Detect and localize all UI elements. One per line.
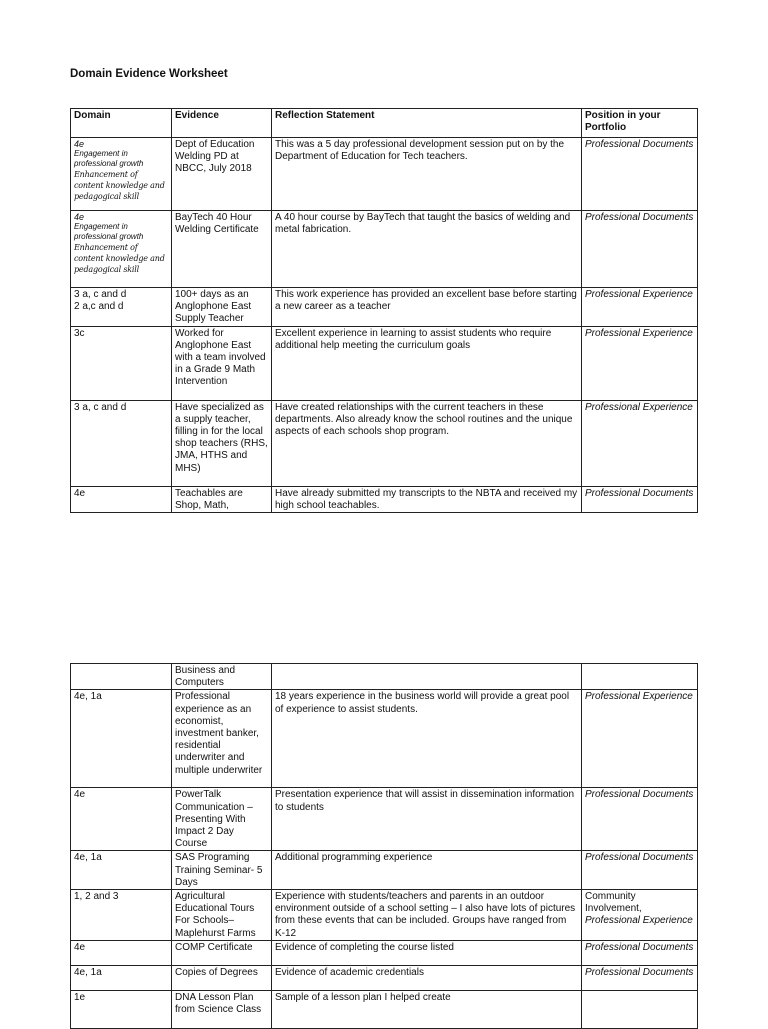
cell-evidence: BayTech 40 Hour Welding Certificate	[172, 211, 272, 288]
cell-reflection	[272, 664, 582, 690]
table-row	[71, 990, 698, 1028]
cell-position: Professional Documents	[582, 851, 698, 890]
table-row	[71, 288, 698, 327]
cell-evidence: COMP Certificate	[172, 940, 272, 965]
header-domain: Domain	[71, 109, 172, 138]
cell-reflection: Have created relationships with the current teachers in these departments. Also already know the school routines and the unique aspects of each schools shop program.	[272, 400, 582, 486]
cell-position: Professional Experience	[582, 690, 698, 788]
cell-position	[582, 990, 698, 1028]
evidence-table-page2	[70, 663, 698, 1029]
cell-reflection: 18 years experience in the business world will provide a great pool of experience to assist students.	[272, 690, 582, 788]
table-row	[71, 940, 698, 965]
cell-reflection: A 40 hour course by BayTech that taught the basics of welding and metal fabrication.	[272, 211, 582, 288]
cell-reflection: Sample of a lesson plan I helped create	[272, 990, 582, 1028]
cell-position: Professional Experience	[582, 288, 698, 327]
header-reflection: Reflection Statement	[272, 109, 582, 138]
cell-domain: 4e	[71, 486, 172, 512]
cell-position: Professional Experience	[582, 400, 698, 486]
cell-reflection: Have already submitted my transcripts to the NBTA and received my high school teachables.	[272, 486, 582, 512]
cell-evidence: Copies of Degrees	[172, 965, 272, 990]
cell-domain: 3c	[71, 326, 172, 400]
cell-evidence: Worked for Anglophone East with a team involved in a Grade 9 Math Intervention	[172, 326, 272, 400]
cell-evidence: Teachables are Shop, Math,	[172, 486, 272, 512]
cell-position: Professional Experience	[582, 326, 698, 400]
cell-domain: 3 a, c and d 2 a,c and d	[71, 288, 172, 327]
cell-position: Professional Documents	[582, 486, 698, 512]
table-row	[71, 851, 698, 890]
domain-code: 4e	[74, 139, 85, 149]
cell-domain	[71, 664, 172, 690]
table-row	[71, 486, 698, 512]
table-header-row	[71, 109, 698, 138]
cell-domain: 4e, 1a	[71, 851, 172, 890]
cell-domain: 4e, 1a	[71, 690, 172, 788]
table-row	[71, 138, 698, 211]
cell-evidence: Business and Computers	[172, 664, 272, 690]
domain-sub-engagement: Engagement in professional growth	[74, 222, 144, 241]
cell-position	[582, 890, 698, 941]
cell-evidence: Professional experience as an economist, investment banker, residential underwriter and multiple underwriter	[172, 690, 272, 788]
evidence-table-page1	[70, 108, 698, 513]
cell-evidence: Agricultural Educational Tours For Schools– Maplehurst Farms	[172, 890, 272, 941]
cell-domain: 1, 2 and 3	[71, 890, 172, 941]
cell-reflection: Additional programming experience	[272, 851, 582, 890]
cell-evidence: DNA Lesson Plan from Science Class	[172, 990, 272, 1028]
cell-evidence: SAS Programing Training Seminar- 5 Days	[172, 851, 272, 890]
cell-domain	[71, 211, 172, 288]
cell-reflection: This was a 5 day professional development session put on by the Department of Education for Tech teachers.	[272, 138, 582, 211]
cell-evidence: Have specialized as a supply teacher, filling in for the local shop teachers (RHS, JMA, HTHS and MHS)	[172, 400, 272, 486]
cell-evidence: PowerTalk Communication – Presenting With Impact 2 Day Course	[172, 788, 272, 851]
table-row	[71, 400, 698, 486]
domain-code: 4e	[74, 212, 85, 222]
cell-reflection: Experience with students/teachers and parents in an outdoor environment outside of a school setting – I also have lots of pictures from these events that can be included. Groups have ranged from K-12	[272, 890, 582, 941]
header-evidence: Evidence	[172, 109, 272, 138]
position-italic: Professional Experience	[585, 915, 693, 927]
table-row	[71, 965, 698, 990]
table-row	[71, 788, 698, 851]
cell-evidence: 100+ days as an Anglophone East Supply Teacher	[172, 288, 272, 327]
cell-position: Professional Documents	[582, 138, 698, 211]
cell-position: Professional Documents	[582, 940, 698, 965]
domain-sub-engagement: Engagement in professional growth	[74, 149, 144, 168]
cell-reflection: This work experience has provided an excellent base before starting a new career as a teacher	[272, 288, 582, 327]
cell-domain: 3 a, c and d	[71, 400, 172, 486]
cell-reflection: Presentation experience that will assist in dissemination information to students	[272, 788, 582, 851]
cell-domain: 4e, 1a	[71, 965, 172, 990]
cell-domain: 4e	[71, 940, 172, 965]
cell-position: Professional Documents	[582, 965, 698, 990]
table-row	[71, 326, 698, 400]
cell-position	[582, 664, 698, 690]
table-row	[71, 890, 698, 941]
cell-reflection: Evidence of completing the course listed	[272, 940, 582, 965]
cell-evidence: Dept of Education Welding PD at NBCC, July 2018	[172, 138, 272, 211]
cell-domain: 1e	[71, 990, 172, 1028]
cell-position: Professional Documents	[582, 211, 698, 288]
table-row	[71, 690, 698, 788]
domain-sub-enhancement: Enhancement of content knowledge and pedagogical skill	[74, 170, 165, 201]
domain-sub-enhancement: Enhancement of content knowledge and pedagogical skill	[74, 243, 165, 274]
cell-reflection: Excellent experience in learning to assist students who require additional help meeting the curriculum goals	[272, 326, 582, 400]
cell-domain	[71, 138, 172, 211]
position-plain: Community Involvement,	[585, 891, 642, 915]
cell-position: Professional Documents	[582, 788, 698, 851]
cell-reflection: Evidence of academic credentials	[272, 965, 582, 990]
page-title: Domain Evidence Worksheet	[70, 68, 228, 80]
table-row	[71, 664, 698, 690]
header-position: Position in your Portfolio	[582, 109, 698, 138]
table-row	[71, 211, 698, 288]
cell-domain: 4e	[71, 788, 172, 851]
